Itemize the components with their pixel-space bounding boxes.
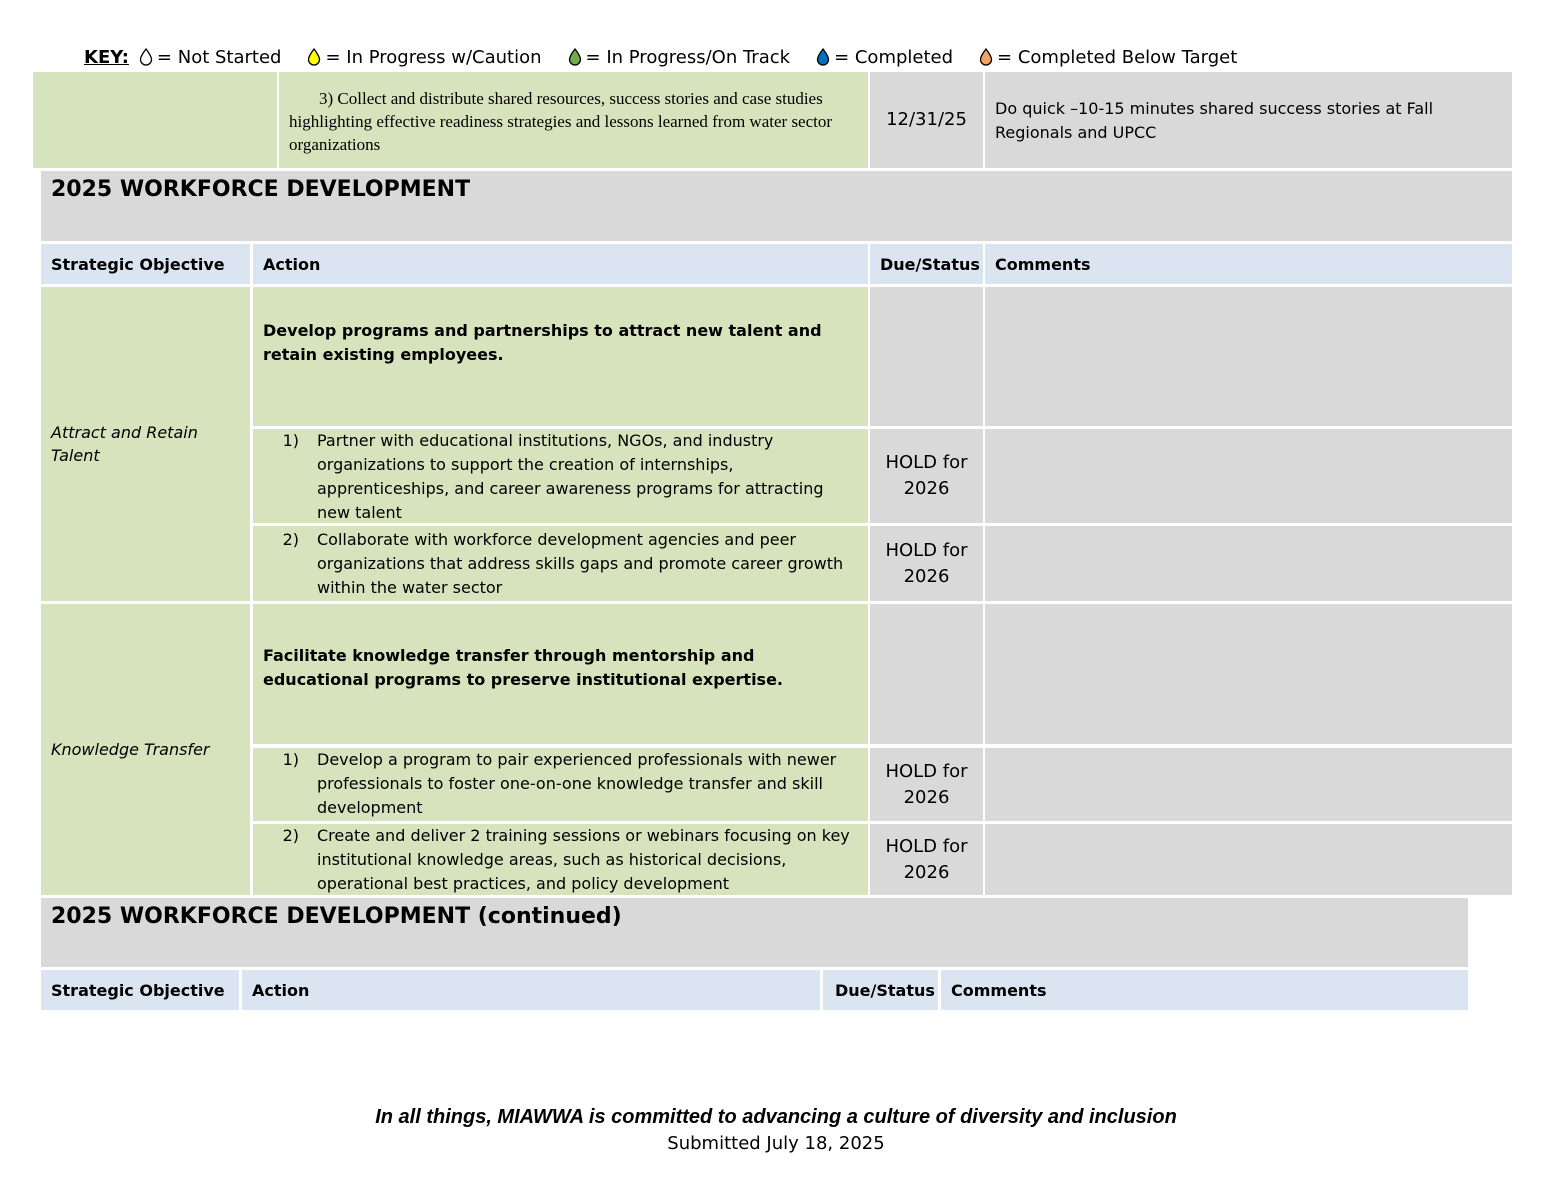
action-text: Collaborate with workforce development agencies and peer organizations that address skills gaps and promote career growth within the water sector: [317, 530, 844, 597]
action-due: HOLD for 2026: [870, 526, 983, 601]
header-due-status: Due/Status: [823, 970, 938, 1010]
header-comments: Comments: [985, 244, 1512, 284]
drop-green-icon: [568, 48, 582, 66]
action-item: [253, 824, 868, 895]
status-key: [84, 44, 1263, 70]
goal-due-cell: [870, 287, 983, 426]
action-number: 1): [282, 750, 299, 769]
header-strategic-objective: Strategic Objective: [41, 244, 250, 284]
header-comments: Comments: [941, 970, 1468, 1010]
drop-outline-icon: [139, 48, 153, 66]
header-action: Action: [242, 970, 820, 1010]
action-due: HOLD for 2026: [870, 429, 983, 523]
key-item-label: = Completed Below Target: [997, 46, 1238, 68]
action-due: HOLD for 2026: [870, 748, 983, 821]
action-text: Partner with educational institutions, NGOs, and industry organizations to support the creation of internships, apprenticeships, and career awareness programs for attracting new talent: [317, 431, 824, 522]
action-due: HOLD for 2026: [870, 824, 983, 895]
carryover-due: 12/31/25: [870, 72, 983, 168]
goal-statement: Facilitate knowledge transfer through mentorship and educational programs to preserve institutional expertise.: [253, 604, 868, 744]
header-strategic-objective: Strategic Objective: [41, 970, 239, 1010]
action-item: [253, 429, 868, 523]
action-comment-cell: [985, 748, 1512, 821]
action-item: [253, 526, 868, 601]
key-item-label: = In Progress/On Track: [585, 46, 791, 68]
action-number: 1): [282, 431, 299, 450]
key-item-completed: [816, 47, 953, 68]
action-comment-cell: [985, 429, 1512, 523]
goal-comment-cell: [985, 604, 1512, 744]
key-item-label: = Not Started: [156, 46, 282, 68]
goal-due-cell: [870, 604, 983, 744]
key-item-not-started: [139, 47, 282, 68]
key-item-label: = In Progress w/Caution: [325, 46, 542, 68]
action-comment-cell: [985, 526, 1512, 601]
carryover-objective-cell: [33, 72, 277, 168]
drop-blue-icon: [816, 48, 830, 66]
drop-yellow-icon: [307, 48, 321, 66]
objective-knowledge-transfer: Knowledge Transfer: [41, 604, 250, 895]
footer-submitted-date: Submitted July 18, 2025: [667, 1133, 885, 1154]
key-item-on-track: [568, 47, 791, 68]
action-number: 2): [282, 826, 299, 845]
action-text: Create and deliver 2 training sessions or webinars focusing on key institutional knowledge areas, such as historical decisions, operational best practices, and policy development: [317, 826, 850, 893]
action-text: Develop a program to pair experienced professionals with newer professionals to foster one-on-one knowledge transfer and skill development: [317, 750, 837, 817]
carryover-comment: Do quick –10-15 minutes shared success stories at Fall Regionals and UPCC: [985, 72, 1512, 168]
header-due-status: Due/Status: [870, 244, 983, 284]
drop-orange-icon: [979, 48, 993, 66]
key-item-label: = Completed: [834, 46, 954, 68]
goal-statement: Develop programs and partnerships to attract new talent and retain existing employees.: [253, 287, 868, 426]
section-title: 2025 WORKFORCE DEVELOPMENT: [41, 171, 1512, 241]
action-item: [253, 748, 868, 821]
section-title-continued: 2025 WORKFORCE DEVELOPMENT (continued): [41, 898, 1468, 967]
carryover-action: 3) Collect and distribute shared resources, success stories and case studies highlighting effective readiness strategies and lessons learned from water sector organizations: [279, 72, 868, 168]
action-number: 2): [282, 530, 299, 549]
goal-comment-cell: [985, 287, 1512, 426]
key-item-caution: [307, 47, 541, 68]
action-comment-cell: [985, 824, 1512, 895]
key-label: KEY:: [84, 46, 129, 68]
key-item-below-target: [979, 47, 1237, 68]
objective-attract-retain-talent: Attract and Retain Talent: [41, 287, 250, 601]
header-action: Action: [253, 244, 868, 284]
footer-tagline: In all things, MIAWWA is committed to advancing a culture of diversity and inclusion: [375, 1106, 1177, 1128]
